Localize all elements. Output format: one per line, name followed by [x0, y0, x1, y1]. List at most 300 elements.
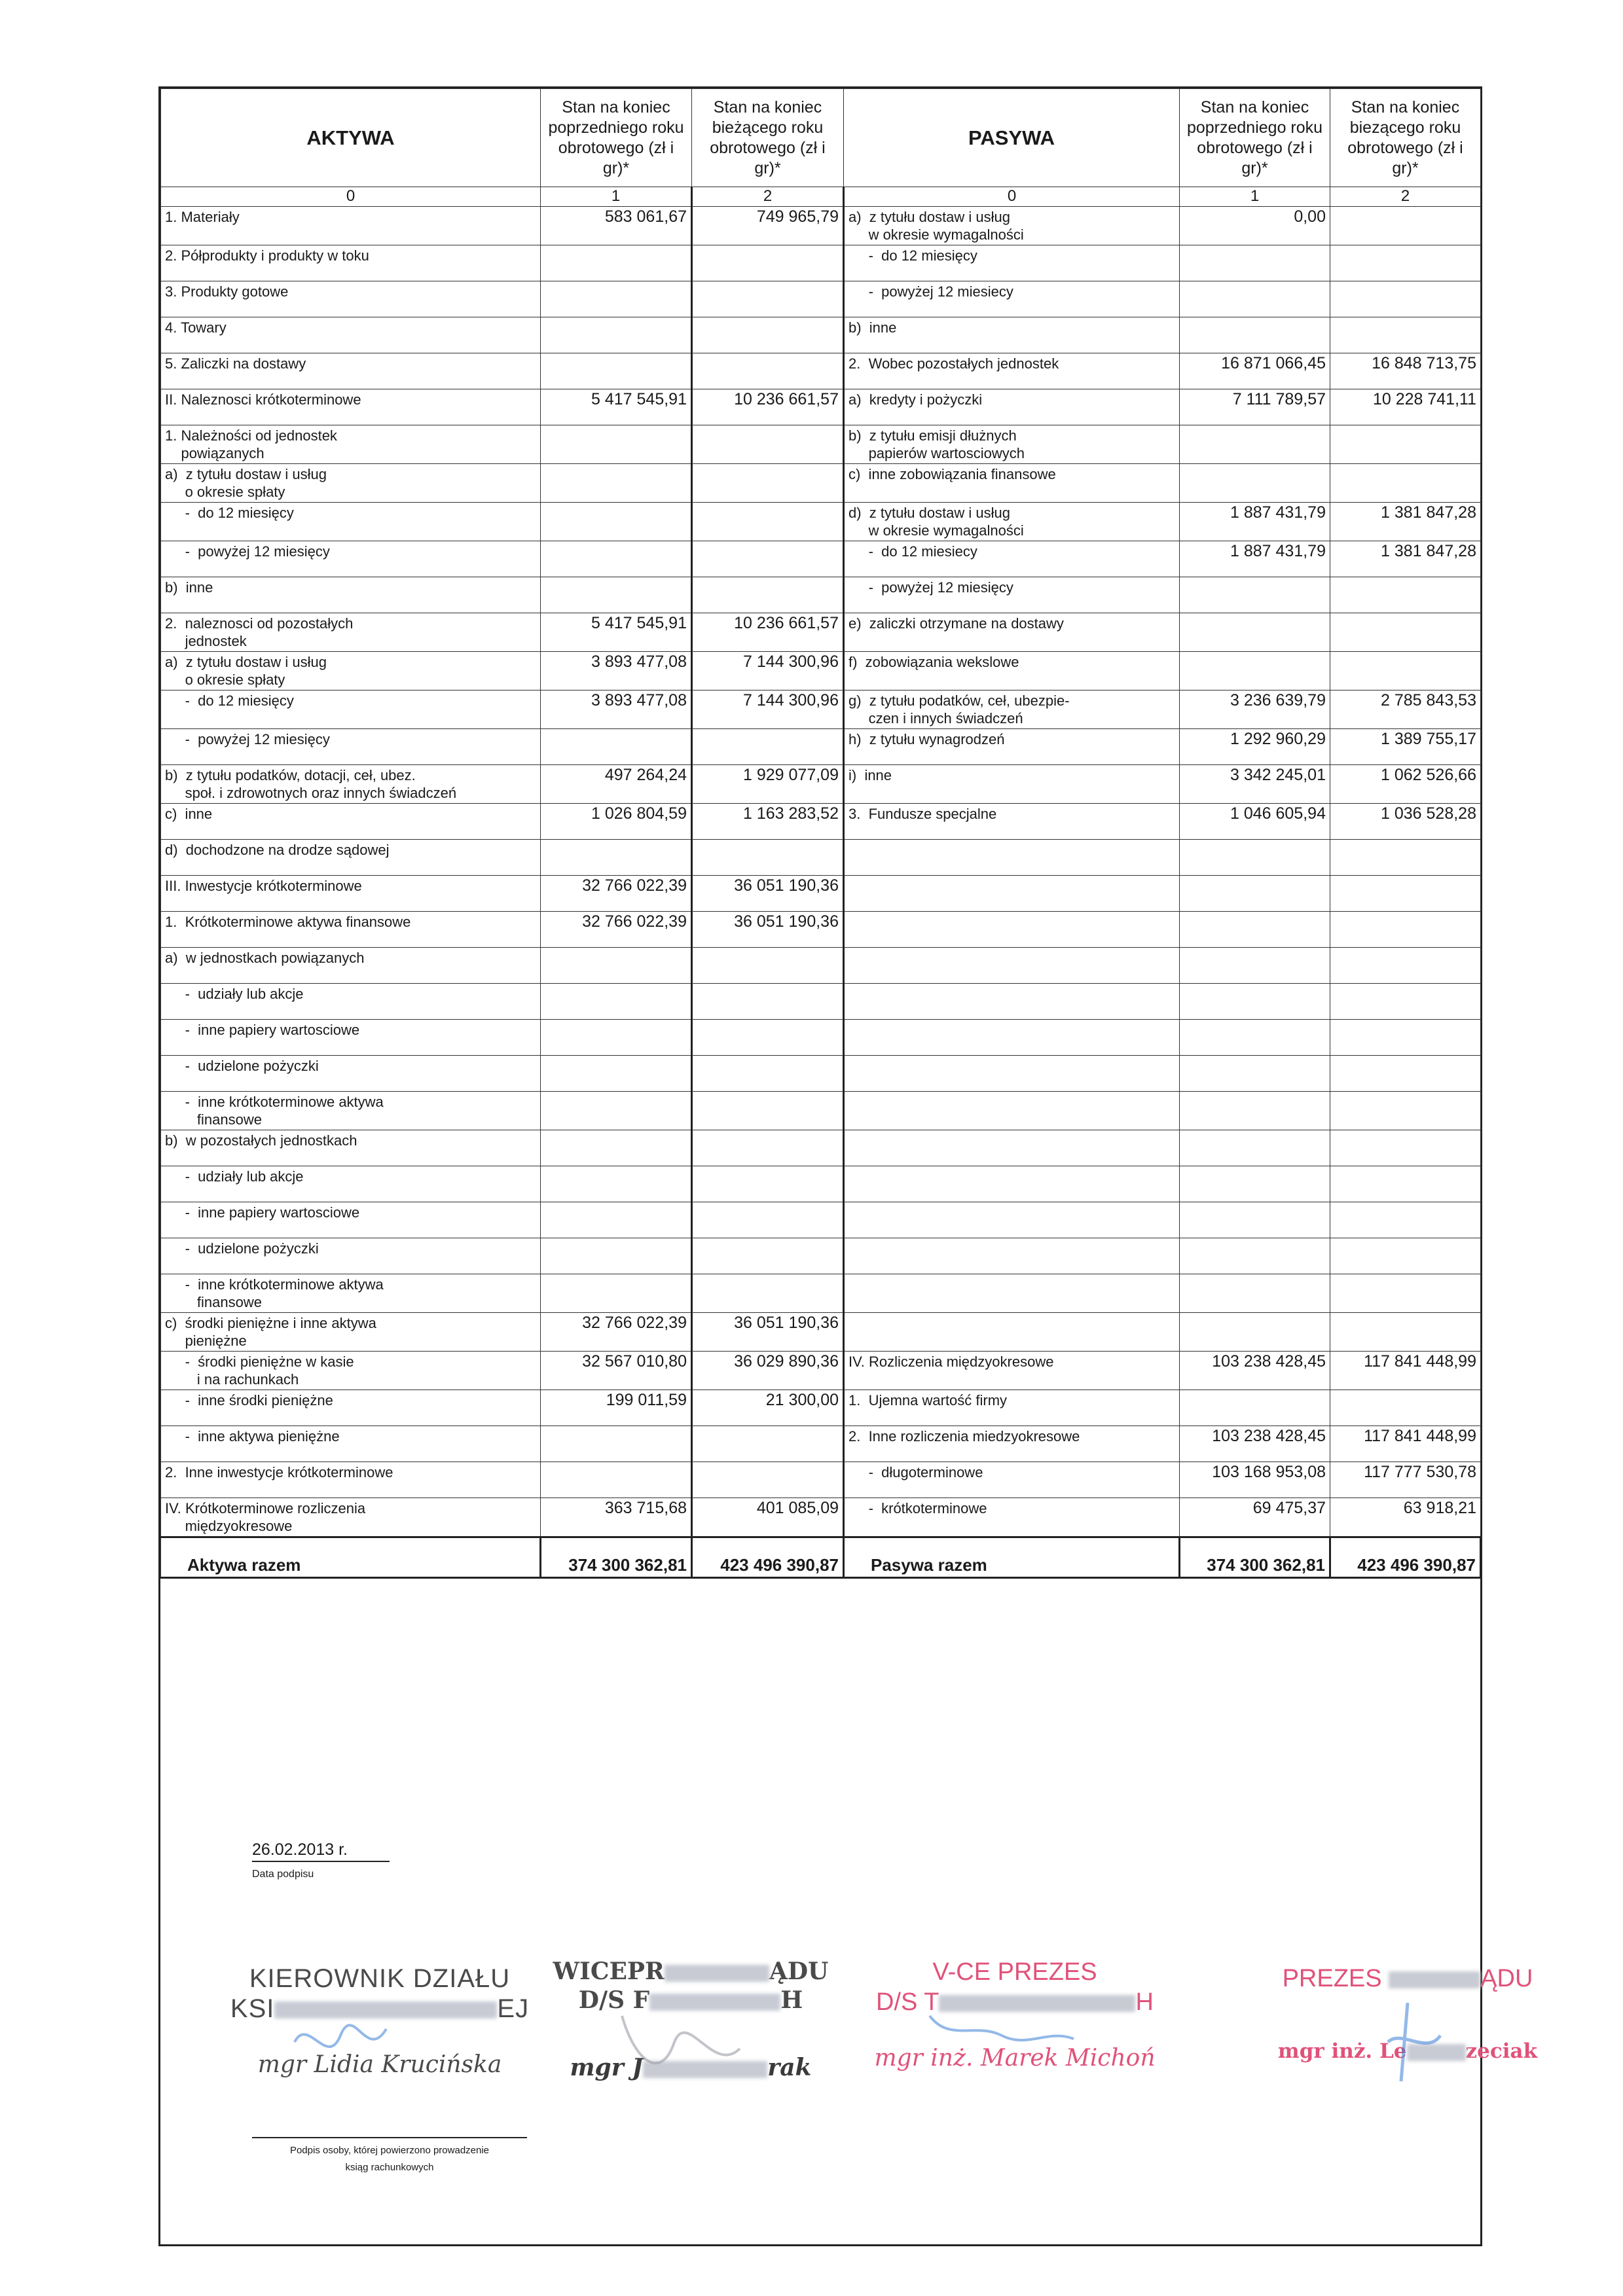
idx-cell: 0 — [844, 187, 1180, 207]
pasywa-label-cell: 1. Ujemna wartość firmy — [844, 1390, 1180, 1426]
col-curr-header: Stan na koniec bieżącego roku obrotowego (zł i gr)* — [692, 89, 844, 187]
table-row — [161, 353, 1481, 389]
pasywa-curr-cell: 117 841 448,99 — [1330, 1426, 1481, 1462]
pasywa-prev-cell — [1180, 1313, 1330, 1352]
aktywa-prev-cell — [541, 1020, 692, 1056]
aktywa-label-cell: 2. Półprodukty i produkty w toku — [161, 245, 541, 281]
table-row — [161, 912, 1481, 948]
aktywa-prev-cell — [541, 464, 692, 503]
idx-cell: 1 — [1180, 187, 1330, 207]
aktywa-label-cell: a) z tytułu dostaw i usług o okresie spłaty — [161, 652, 541, 691]
aktywa-label-cell: - inne krótkoterminowe aktywa finansowe — [161, 1274, 541, 1313]
footer-signature-line — [252, 2137, 527, 2138]
stamp1-line2a: KSI — [230, 1994, 275, 2023]
aktywa-curr-cell — [692, 1274, 844, 1313]
pasywa-curr-cell: 2 785 843,53 — [1330, 691, 1481, 729]
table-row — [161, 1130, 1481, 1166]
stamp2-line2b: H — [780, 1986, 803, 2014]
aktywa-prev-cell — [541, 317, 692, 353]
footer-caption-line1: Podpis osoby, której powierzono prowadzenie — [289, 2145, 490, 2156]
aktywa-curr-cell — [692, 1238, 844, 1274]
pasywa-label-cell: e) zaliczki otrzymane na dostawy — [844, 613, 1180, 652]
aktywa-curr-cell: 401 085,09 — [692, 1498, 844, 1537]
aktywa-prev-cell — [541, 1462, 692, 1498]
pasywa-prev-cell — [1180, 1238, 1330, 1274]
table-row — [161, 984, 1481, 1020]
date-block — [252, 1840, 390, 1880]
aktywa-curr-cell — [692, 1092, 844, 1130]
col-prev-header: Stan na koniec poprzedniego roku obrotowego (zł i gr)* — [541, 89, 692, 187]
aktywa-label-cell: d) dochodzone na drodze sądowej — [161, 840, 541, 876]
aktywa-prev-cell — [541, 948, 692, 984]
aktywa-prev-cell — [541, 1426, 692, 1462]
aktywa-prev-cell — [541, 1274, 692, 1313]
pasywa-curr-cell — [1330, 1313, 1481, 1352]
aktywa-curr-cell: 10 236 661,57 — [692, 613, 844, 652]
pasywa-prev-cell: 0,00 — [1180, 207, 1330, 245]
pasywa-label-cell — [844, 876, 1180, 912]
aktywa-prev-cell — [541, 245, 692, 281]
table-row — [161, 503, 1481, 541]
pasywa-label-cell: b) z tytułu emisji dłużnych papierów wartosciowych — [844, 425, 1180, 464]
aktywa-prev-cell: 5 417 545,91 — [541, 389, 692, 425]
pasywa-curr-cell — [1330, 1166, 1481, 1202]
table-row — [161, 1020, 1481, 1056]
idx-cell: 0 — [161, 187, 541, 207]
pasywa-prev-cell — [1180, 1202, 1330, 1238]
stamp1-line1: KIEROWNIK DZIAŁU — [249, 1964, 511, 1993]
aktywa-prev-cell: 1 026 804,59 — [541, 804, 692, 840]
pasywa-prev-cell — [1180, 464, 1330, 503]
aktywa-curr-cell: 36 051 190,36 — [692, 912, 844, 948]
table-row — [161, 577, 1481, 613]
footer-signature-caption — [252, 2142, 527, 2176]
pasywa-label-cell: 2. Inne rozliczenia miedzyokresowe — [844, 1426, 1180, 1462]
aktywa-label-cell: - powyżej 12 miesięcy — [161, 729, 541, 765]
aktywa-prev-cell — [541, 840, 692, 876]
pasywa-curr-cell — [1330, 1238, 1481, 1274]
stamp2-name-a: mgr J — [570, 2054, 644, 2081]
stamp3-line1: V-CE PREZES — [932, 1958, 1097, 1986]
aktywa-label-cell: 3. Produkty gotowe — [161, 281, 541, 317]
aktywa-prev-cell: 32 567 010,80 — [541, 1352, 692, 1390]
pasywa-prev-cell — [1180, 984, 1330, 1020]
pasywa-total-curr: 423 496 390,87 — [1330, 1537, 1481, 1578]
pasywa-curr-cell — [1330, 1274, 1481, 1313]
aktywa-label-cell: b) w pozostałych jednostkach — [161, 1130, 541, 1166]
pasywa-curr-cell — [1330, 840, 1481, 876]
aktywa-curr-cell — [692, 281, 844, 317]
aktywa-prev-cell: 5 417 545,91 — [541, 613, 692, 652]
table-row — [161, 317, 1481, 353]
pasywa-label-cell: - krótkoterminowe — [844, 1498, 1180, 1537]
table-row — [161, 1390, 1481, 1426]
aktywa-curr-cell — [692, 1426, 844, 1462]
pasywa-curr-cell — [1330, 652, 1481, 691]
aktywa-label-cell: - inne krótkoterminowe aktywa finansowe — [161, 1092, 541, 1130]
pasywa-curr-cell: 1 389 755,17 — [1330, 729, 1481, 765]
pasywa-prev-cell: 69 475,37 — [1180, 1498, 1330, 1537]
pasywa-curr-cell — [1330, 948, 1481, 984]
aktywa-curr-cell: 36 051 190,36 — [692, 1313, 844, 1352]
pasywa-label-cell: - do 12 miesięcy — [844, 245, 1180, 281]
aktywa-label-cell: - udziały lub akcje — [161, 1166, 541, 1202]
pasywa-curr-cell — [1330, 876, 1481, 912]
pasywa-label-cell: c) inne zobowiązania finansowe — [844, 464, 1180, 503]
pasywa-prev-cell — [1180, 1092, 1330, 1130]
pasywa-label-cell: i) inne — [844, 765, 1180, 804]
table-row — [161, 613, 1481, 652]
aktywa-label-cell: 5. Zaliczki na dostawy — [161, 353, 541, 389]
pasywa-curr-cell — [1330, 1130, 1481, 1166]
table-row — [161, 1056, 1481, 1092]
stamp2-line1b: ĄDU — [769, 1958, 829, 1985]
aktywa-curr-cell — [692, 948, 844, 984]
stamp4-name-a: mgr inż. Le — [1277, 2039, 1407, 2063]
table-body — [161, 207, 1481, 1537]
pasywa-prev-cell: 103 238 428,45 — [1180, 1426, 1330, 1462]
pasywa-label-cell — [844, 984, 1180, 1020]
aktywa-curr-cell: 749 965,79 — [692, 207, 844, 245]
pasywa-label-cell: g) z tytułu podatków, ceł, ubezpie- czen i innych świadczeń — [844, 691, 1180, 729]
aktywa-prev-cell — [541, 353, 692, 389]
balance-sheet — [158, 86, 1482, 2246]
stamp4-line1b: ĄDU — [1480, 1965, 1533, 1992]
aktywa-label-cell: - do 12 miesięcy — [161, 691, 541, 729]
pasywa-curr-cell — [1330, 613, 1481, 652]
aktywa-curr-cell — [692, 503, 844, 541]
aktywa-label-cell: 2. naleznosci od pozostałych jednostek — [161, 613, 541, 652]
table-row — [161, 389, 1481, 425]
pasywa-prev-cell: 3 342 245,01 — [1180, 765, 1330, 804]
pasywa-label-cell — [844, 1202, 1180, 1238]
stamp1-line2b: EJ — [497, 1994, 530, 2023]
table-row — [161, 804, 1481, 840]
stamp2-line2a: D/S F — [578, 1986, 650, 2014]
aktywa-total-curr: 423 496 390,87 — [692, 1537, 844, 1578]
table-row — [161, 1352, 1481, 1390]
pasywa-prev-cell — [1180, 1020, 1330, 1056]
table-row — [161, 876, 1481, 912]
pasywa-prev-cell — [1180, 281, 1330, 317]
pasywa-total-prev: 374 300 362,81 — [1180, 1537, 1330, 1578]
aktywa-curr-cell: 7 144 300,96 — [692, 652, 844, 691]
table-row — [161, 691, 1481, 729]
aktywa-label-cell: II. Naleznosci krótkoterminowe — [161, 389, 541, 425]
table-row — [161, 1202, 1481, 1238]
aktywa-curr-cell — [692, 840, 844, 876]
table-row — [161, 840, 1481, 876]
aktywa-prev-cell: 3 893 477,08 — [541, 652, 692, 691]
footer-signature — [252, 2137, 527, 2176]
pasywa-label-cell — [844, 1130, 1180, 1166]
stamp1-name: mgr Lidia Krucińska — [257, 2051, 502, 2078]
aktywa-curr-cell: 1 929 077,09 — [692, 765, 844, 804]
idx-cell: 1 — [541, 187, 692, 207]
aktywa-prev-cell — [541, 541, 692, 577]
pasywa-curr-cell — [1330, 207, 1481, 245]
pasywa-curr-cell — [1330, 1092, 1481, 1130]
aktywa-label-cell: IV. Krótkoterminowe rozliczenia międzyokresowe — [161, 1498, 541, 1537]
aktywa-label-cell: - inne papiery wartosciowe — [161, 1020, 541, 1056]
aktywa-prev-cell: 497 264,24 — [541, 765, 692, 804]
balance-table — [160, 88, 1482, 1579]
aktywa-prev-cell — [541, 1092, 692, 1130]
pasywa-curr-cell — [1330, 1202, 1481, 1238]
pasywa-label-cell: IV. Rozliczenia międzyokresowe — [844, 1352, 1180, 1390]
pasywa-curr-cell: 117 841 448,99 — [1330, 1352, 1481, 1390]
pasywa-label-cell: - powyżej 12 miesięcy — [844, 577, 1180, 613]
aktywa-label-cell: 2. Inne inwestycje krótkoterminowe — [161, 1462, 541, 1498]
table-row — [161, 729, 1481, 765]
aktywa-label-cell: b) z tytułu podatków, dotacji, ceł, ubez. społ. i zdrowotnych oraz innych świadczeń — [161, 765, 541, 804]
signature-date-label: Data podpisu — [252, 1869, 314, 1880]
aktywa-prev-cell — [541, 1238, 692, 1274]
pasywa-prev-cell — [1180, 245, 1330, 281]
pasywa-label-cell — [844, 1166, 1180, 1202]
table-row — [161, 948, 1481, 984]
pasywa-total-label: Pasywa razem — [844, 1537, 1180, 1578]
pasywa-curr-cell: 1 381 847,28 — [1330, 541, 1481, 577]
aktywa-curr-cell — [692, 541, 844, 577]
aktywa-label-cell: 1. Krótkoterminowe aktywa finansowe — [161, 912, 541, 948]
pasywa-label-cell: f) zobowiązania wekslowe — [844, 652, 1180, 691]
aktywa-curr-cell: 36 029 890,36 — [692, 1352, 844, 1390]
aktywa-curr-cell — [692, 729, 844, 765]
aktywa-prev-cell: 583 061,67 — [541, 207, 692, 245]
table-row — [161, 652, 1481, 691]
pasywa-label-cell — [844, 912, 1180, 948]
pasywa-curr-cell — [1330, 1390, 1481, 1426]
pasywa-prev-cell: 1 292 960,29 — [1180, 729, 1330, 765]
aktywa-curr-cell — [692, 1130, 844, 1166]
aktywa-curr-cell: 36 051 190,36 — [692, 876, 844, 912]
table-row — [161, 1426, 1481, 1462]
pasywa-curr-cell: 1 036 528,28 — [1330, 804, 1481, 840]
pasywa-prev-cell: 3 236 639,79 — [1180, 691, 1330, 729]
pasywa-prev-cell — [1180, 1056, 1330, 1092]
aktywa-total-label: Aktywa razem — [161, 1537, 541, 1578]
pasywa-curr-cell: 1 062 526,66 — [1330, 765, 1481, 804]
aktywa-label-cell: b) inne — [161, 577, 541, 613]
aktywa-label-cell: a) w jednostkach powiązanych — [161, 948, 541, 984]
aktywa-prev-cell — [541, 281, 692, 317]
aktywa-curr-cell — [692, 425, 844, 464]
pasywa-curr-cell: 117 777 530,78 — [1330, 1462, 1481, 1498]
pasywa-curr-cell — [1330, 317, 1481, 353]
stamp2-name-b: rak — [767, 2054, 812, 2081]
pasywa-prev-cell — [1180, 912, 1330, 948]
pasywa-label-cell — [844, 1313, 1180, 1352]
aktywa-curr-cell: 1 163 283,52 — [692, 804, 844, 840]
table-row — [161, 1166, 1481, 1202]
pasywa-prev-cell — [1180, 1166, 1330, 1202]
aktywa-curr-cell — [692, 1202, 844, 1238]
pasywa-label-cell: - długoterminowe — [844, 1462, 1180, 1498]
totals-row — [161, 1537, 1481, 1578]
aktywa-curr-cell — [692, 1462, 844, 1498]
table-row — [161, 464, 1481, 503]
pasywa-label-cell: h) z tytułu wynagrodzeń — [844, 729, 1180, 765]
signature-date: 26.02.2013 r. — [252, 1840, 390, 1862]
aktywa-label-cell: a) z tytułu dostaw i usług o okresie spłaty — [161, 464, 541, 503]
aktywa-prev-cell: 199 011,59 — [541, 1390, 692, 1426]
aktywa-prev-cell — [541, 1056, 692, 1092]
pasywa-curr-cell — [1330, 425, 1481, 464]
aktywa-curr-cell — [692, 245, 844, 281]
pasywa-curr-cell — [1330, 912, 1481, 948]
aktywa-curr-cell — [692, 317, 844, 353]
aktywa-header: AKTYWA — [161, 89, 541, 187]
pasywa-prev-cell — [1180, 1274, 1330, 1313]
footer-caption-line2: ksiąg rachunkowych — [345, 2162, 434, 2173]
aktywa-prev-cell: 32 766 022,39 — [541, 912, 692, 948]
table-row — [161, 1092, 1481, 1130]
pasywa-curr-cell — [1330, 245, 1481, 281]
stamp2-line1 — [537, 1957, 845, 1986]
stamp2-line1a: WICEPR — [553, 1958, 665, 1985]
pasywa-label-cell: 3. Fundusze specjalne — [844, 804, 1180, 840]
aktywa-prev-cell: 363 715,68 — [541, 1498, 692, 1537]
redaction — [1389, 1971, 1480, 1988]
pasywa-prev-cell — [1180, 577, 1330, 613]
aktywa-curr-cell: 7 144 300,96 — [692, 691, 844, 729]
table-row — [161, 765, 1481, 804]
pasywa-label-cell: - powyżej 12 miesiecy — [844, 281, 1180, 317]
table-row — [161, 425, 1481, 464]
aktywa-label-cell: - powyżej 12 miesięcy — [161, 541, 541, 577]
pasywa-label-cell: a) kredyty i pożyczki — [844, 389, 1180, 425]
aktywa-curr-cell: 10 236 661,57 — [692, 389, 844, 425]
aktywa-curr-cell — [692, 577, 844, 613]
stamp4-name-b: zeciak — [1465, 2039, 1538, 2063]
aktywa-prev-cell — [541, 425, 692, 464]
pasywa-prev-cell — [1180, 1130, 1330, 1166]
pasywa-curr-cell: 10 228 741,11 — [1330, 389, 1481, 425]
pasywa-label-cell: b) inne — [844, 317, 1180, 353]
aktywa-curr-cell — [692, 353, 844, 389]
table-row — [161, 245, 1481, 281]
stamp3-line2a: D/S T — [876, 1988, 939, 2016]
pasywa-label-cell — [844, 1056, 1180, 1092]
table-row — [161, 541, 1481, 577]
pasywa-label-cell: d) z tytułu dostaw i usług w okresie wymagalności — [844, 503, 1180, 541]
pasywa-curr-cell — [1330, 464, 1481, 503]
pasywa-prev-cell: 1 887 431,79 — [1180, 541, 1330, 577]
pasywa-prev-cell: 1 046 605,94 — [1180, 804, 1330, 840]
aktywa-curr-cell — [692, 1166, 844, 1202]
aktywa-prev-cell — [541, 503, 692, 541]
table-row — [161, 207, 1481, 245]
aktywa-label-cell: - udzielone pożyczki — [161, 1238, 541, 1274]
aktywa-curr-cell — [692, 1056, 844, 1092]
pasywa-prev-cell — [1180, 948, 1330, 984]
pasywa-prev-cell: 7 111 789,57 — [1180, 389, 1330, 425]
table-row — [161, 281, 1481, 317]
table-row — [161, 1313, 1481, 1352]
idx-cell: 2 — [1330, 187, 1481, 207]
aktywa-label-cell: 1. Należności od jednostek powiązanych — [161, 425, 541, 464]
aktywa-prev-cell — [541, 984, 692, 1020]
table-row — [161, 1238, 1481, 1274]
idx-cell: 2 — [692, 187, 844, 207]
col-curr-header-p: Stan na koniec biezącego roku obrotowego (zł i gr)* — [1330, 89, 1481, 187]
pasywa-prev-cell — [1180, 840, 1330, 876]
pasywa-label-cell — [844, 1274, 1180, 1313]
pasywa-prev-cell — [1180, 613, 1330, 652]
aktywa-prev-cell: 32 766 022,39 — [541, 876, 692, 912]
pasywa-prev-cell: 16 871 066,45 — [1180, 353, 1330, 389]
pasywa-prev-cell — [1180, 317, 1330, 353]
pasywa-label-cell: 2. Wobec pozostałych jednostek — [844, 353, 1180, 389]
pasywa-label-cell: a) z tytułu dostaw i usług w okresie wymagalności — [844, 207, 1180, 245]
pasywa-label-cell — [844, 1020, 1180, 1056]
pasywa-label-cell — [844, 948, 1180, 984]
pasywa-label-cell — [844, 1092, 1180, 1130]
pasywa-prev-cell — [1180, 1390, 1330, 1426]
pasywa-curr-cell: 1 381 847,28 — [1330, 503, 1481, 541]
pasywa-curr-cell — [1330, 1056, 1481, 1092]
aktywa-curr-cell — [692, 984, 844, 1020]
stamp4-line1 — [1237, 1964, 1578, 1994]
pasywa-prev-cell — [1180, 652, 1330, 691]
aktywa-label-cell: - udziały lub akcje — [161, 984, 541, 1020]
pasywa-curr-cell — [1330, 1020, 1481, 1056]
pasywa-curr-cell: 16 848 713,75 — [1330, 353, 1481, 389]
aktywa-prev-cell: 32 766 022,39 — [541, 1313, 692, 1352]
aktywa-label-cell: - do 12 miesięcy — [161, 503, 541, 541]
aktywa-prev-cell: 3 893 477,08 — [541, 691, 692, 729]
pasywa-prev-cell — [1180, 876, 1330, 912]
aktywa-label-cell: - środki pieniężne w kasie i na rachunkach — [161, 1352, 541, 1390]
stamp3-line2b: H — [1135, 1988, 1154, 2016]
pasywa-prev-cell — [1180, 425, 1330, 464]
pasywa-curr-cell — [1330, 984, 1481, 1020]
pasywa-prev-cell: 103 168 953,08 — [1180, 1462, 1330, 1498]
stamp3-name: mgr inż. Marek Michoń — [874, 2045, 1156, 2072]
aktywa-label-cell: - udzielone pożyczki — [161, 1056, 541, 1092]
pasywa-curr-cell — [1330, 577, 1481, 613]
aktywa-curr-cell: 21 300,00 — [692, 1390, 844, 1426]
aktywa-label-cell: c) inne — [161, 804, 541, 840]
pasywa-label-cell — [844, 1238, 1180, 1274]
pasywa-curr-cell — [1330, 281, 1481, 317]
pasywa-header: PASYWA — [844, 89, 1180, 187]
aktywa-total-prev: 374 300 362,81 — [541, 1537, 692, 1578]
aktywa-label-cell: - inne aktywa pieniężne — [161, 1426, 541, 1462]
table-row — [161, 1274, 1481, 1313]
aktywa-label-cell: - inne papiery wartosciowe — [161, 1202, 541, 1238]
aktywa-curr-cell — [692, 464, 844, 503]
aktywa-prev-cell — [541, 729, 692, 765]
pasywa-label-cell — [844, 840, 1180, 876]
stamp4-line1a: PREZES — [1282, 1965, 1382, 1992]
aktywa-label-cell: c) środki pieniężne i inne aktywa pieniężne — [161, 1313, 541, 1352]
aktywa-prev-cell — [541, 1130, 692, 1166]
handwritten-signatures — [216, 2003, 1447, 2094]
pasywa-label-cell: - do 12 miesiecy — [844, 541, 1180, 577]
col-prev-header-p: Stan na koniec poprzedniego roku obrotowego (zł i gr)* — [1180, 89, 1330, 187]
pasywa-prev-cell: 1 887 431,79 — [1180, 503, 1330, 541]
table-row — [161, 1462, 1481, 1498]
pasywa-curr-cell: 63 918,21 — [1330, 1498, 1481, 1537]
aktywa-label-cell: 4. Towary — [161, 317, 541, 353]
aktywa-prev-cell — [541, 577, 692, 613]
aktywa-prev-cell — [541, 1166, 692, 1202]
redaction — [665, 1965, 769, 1982]
table-row — [161, 1498, 1481, 1537]
aktywa-prev-cell — [541, 1202, 692, 1238]
